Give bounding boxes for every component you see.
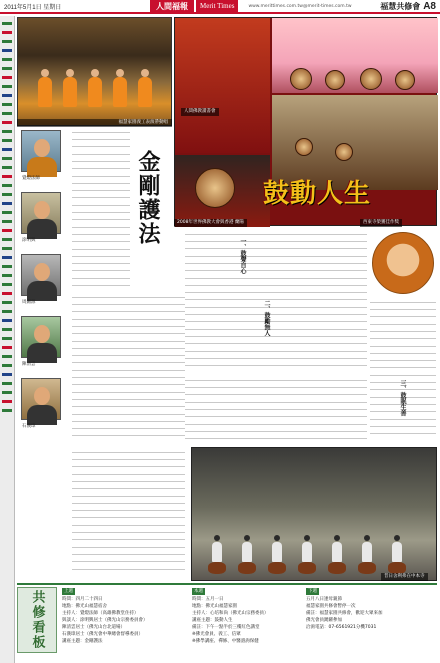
portrait [21,192,61,243]
info-line: 備註：福慧家園共修會，歡迎大眾來加 [306,611,383,616]
site-url: www.merittimes.com.tw@merit-times.com.tw [248,3,352,9]
article-text-column [72,295,185,445]
section-heading: 一、鼓聲自心 [239,238,246,274]
portrait [21,254,61,305]
info-line: 備註：下午一點半於三樓紅色講堂 [192,625,260,630]
info-box-last-week [62,588,180,645]
info-line: 石漢璋居士（佛光會中華總會督導委員） [62,632,143,637]
info-line: ※佛學講座、禪修、中醫諮詢保健 [192,639,259,644]
info-box-this-week [192,588,298,645]
portrait [21,130,61,181]
portrait [21,378,61,429]
section-heading: 三、鼓眠生善 [399,380,406,416]
portrait-name: 陳清雲 [22,362,36,367]
info-line: 地點：佛光山福慧宿舍 [62,604,107,609]
photo-children-drumming [191,447,437,581]
page-edge-strip [0,16,15,663]
article-text-column [72,450,185,578]
monk-portrait [372,232,434,294]
portrait [21,316,61,367]
photo-caption: 人間佛教讀書會 [181,108,219,116]
info-line: ※佛光會員、義工、信眾 [192,632,241,637]
info-line: 時間：四月二十四日 [62,597,103,602]
section-title: 福慧共修會 [380,1,421,11]
info-line: 講座主題：鼓動人生 [192,618,233,623]
portrait-name: 周錦源 [22,300,36,305]
newspaper-logo-english: Merit Times [196,0,238,13]
article-text-column [185,378,367,444]
info-tag: 本週 [194,589,203,594]
newspaper-logo: 人間福報 [150,0,194,13]
article-text-column [72,130,130,290]
bulletin-logo: 共修看板 [17,587,57,653]
photo-caption: 福慧家園義工表演帶動唱 [17,119,172,127]
portrait-name: 石漢璋 [22,424,36,429]
page-number: A8 [423,0,436,12]
issue-date: 2011年5月1日 星期日 [4,4,62,11]
portrait-name: 涂明興 [22,238,36,243]
info-box-next-week [306,588,436,631]
masthead [0,0,440,14]
info-line: 講座主題：金剛護法 [62,639,103,644]
info-line: 佛光會員踴躍參加 [306,618,342,623]
speaker-portraits [17,130,69,465]
photo-caption: 昔日舍利弗在中本寺 [381,573,428,581]
info-line: 主持人：覺燈法師（高雄佛教堂住持） [62,611,139,616]
info-line: 福慧家園共修會暫停一次 [306,604,356,609]
info-line: 時間：五月一日 [192,597,224,602]
info-line: 洽詢電話：07-6561921分機7031 [306,625,377,630]
info-line: 與談人：涂明興居士（佛光山宗務委員會） [62,618,148,623]
article-text-column [370,300,436,444]
info-tag: 下週 [308,589,317,594]
main-headline: 鼓動人生 [263,179,372,209]
info-line: 陳清雲居士（佛光山台北道場） [62,625,125,630]
photo-caption: 2008年世界佛教大會與香港 蘭陽 [174,219,247,227]
article-text-column [185,232,367,372]
info-line: 主持人：心培和尚（佛光山宗務委員） [192,611,269,616]
info-line: 地點：佛光山福慧家園 [192,604,237,609]
info-tag: 上週 [64,589,73,594]
section-heading: 二、鼓勵無人 [263,300,270,336]
photo-volunteers-performance [17,17,172,126]
photo-caption: 西東寺榮獲佳作獎 [360,219,402,227]
article-title-vertical: 金剛護法 [135,150,161,246]
portrait-name: 覺燈法師 [22,176,40,181]
info-line: 五月八日逢母親節 [306,597,342,602]
